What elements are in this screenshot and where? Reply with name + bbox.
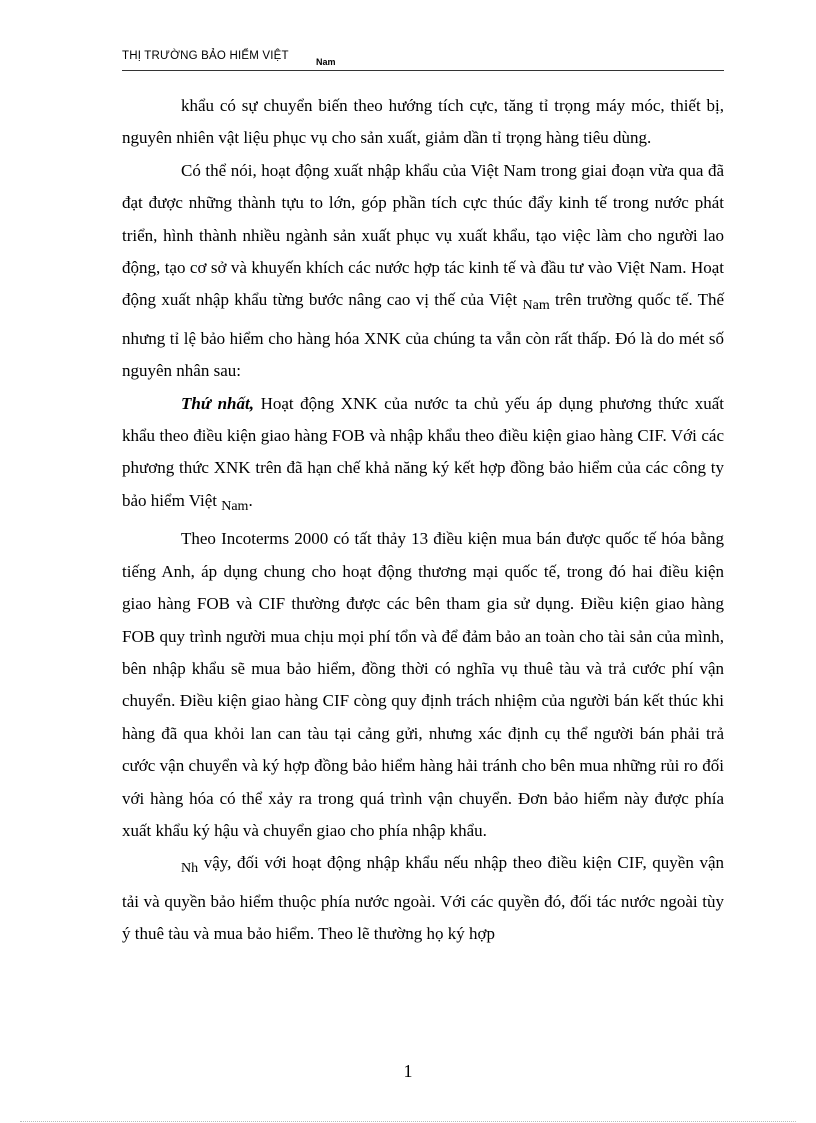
paragraph-3-nam: Nam [221,498,249,514]
running-header [122,48,724,71]
page-number: 1 [403,1061,413,1081]
header-title-suffix: Nam [316,57,336,67]
paragraph-4: Theo Incoterms 2000 có tất thảy 13 điều kiện mua bán được quốc tế hóa bằng tiếng Anh, áp dụng chung cho hoạt động thương mại quốc tế, trong đó hai điều kiện giao hàng FOB và CIF thường được các bên tham gia sử dụng. Điều kiện giao hàng FOB quy trình người mua chịu mọi phí tổn và để đảm bảo an toàn cho tài sản của mình, bên nhập khẩu sẽ mua bảo hiểm, đồng thời có nghĩa vụ thuê tàu và trả cước phí vận chuyển. Điều kiện giao hàng CIF còng quy định trách nhiệm của người bán kết thúc khi hàng đã qua khỏi lan can tàu tại cảng gửi, nhưng xác định cụ thể người bán phải trả cước vận chuyển và ký hợp đồng bảo hiểm hàng hải tránh cho bên mua những rủi ro đối với hàng hóa có thể xảy ra trong quá trình vận chuyển. Đơn bảo hiểm này được phía xuất khẩu ký hậu và chuyển giao cho phía nhập khẩu. [122,529,724,840]
paragraph-5-nh: Nh [181,861,199,877]
paragraph-2-text-b: trên trường quốc tế. Thế nhưng tỉ lệ bảo hiểm cho hàng hóa XNK của chúng ta vẫn còn rất thấp. Đó là do mét số nguyên nhân sau: [122,290,725,381]
paragraph-5 [122,847,724,950]
paragraph-3-lead: Thứ nhất, [181,393,254,413]
document-body [122,90,724,951]
paragraph-3-text-a: Hoạt động XNK của nước ta chủ yếu áp dụng phương thức xuất khẩu theo điều kiện giao hàng FOB và nhập khẩu theo điều kiện giao hàng CIF. Với các phương thức XNK trên đã hạn chế khả năng ký kết hợp đồng bảo hiểm của các công ty bảo hiểm Việt [122,393,725,510]
paragraph-5-text: vậy, đối với hoạt động nhập khẩu nếu nhập theo điều kiện CIF, quyền vận tải và quyền bảo hiểm thuộc phía nước ngoài. Với các quyền đó, đối tác nước ngoài tùy ý thuê tàu và mua bảo hiểm. Theo lẽ thường họ ký hợp [122,853,724,944]
paragraph-2 [122,155,724,388]
paragraph-1: khẩu có sự chuyển biến theo hướng tích cực, tăng tỉ trọng máy móc, thiết bị, nguyên nhiên vật liệu phục vụ cho sản xuất, giảm dần tỉ trọng hàng tiêu dùng. [122,96,724,148]
header-title: THỊ TRƯỜNG BẢO HIỂM VIỆT [122,50,289,62]
paragraph-3-text-b: . [248,490,253,510]
paragraph-3 [122,388,724,524]
paragraph-2-nam: Nam [522,298,550,314]
paragraph-2-text-a: Có thể nói, hoạt động xuất nhập khẩu của Việt Nam trong giai đoạn vừa qua đã đạt được những thành tựu to lớn, góp phần tích cực thúc đẩy kinh tế trong nước phát triển, hình thành nhiều ngành sản xuất phục vụ xuất khẩu, tạo việc làm cho người lao động, tạo cơ sở và khuyến khích các nước hợp tác kinh tế và đầu tư vào Việt Nam. Hoạt động xuất nhập khẩu từng bước nâng cao vị thế của Việt [122,160,724,310]
page-bottom-divider [20,1121,796,1122]
